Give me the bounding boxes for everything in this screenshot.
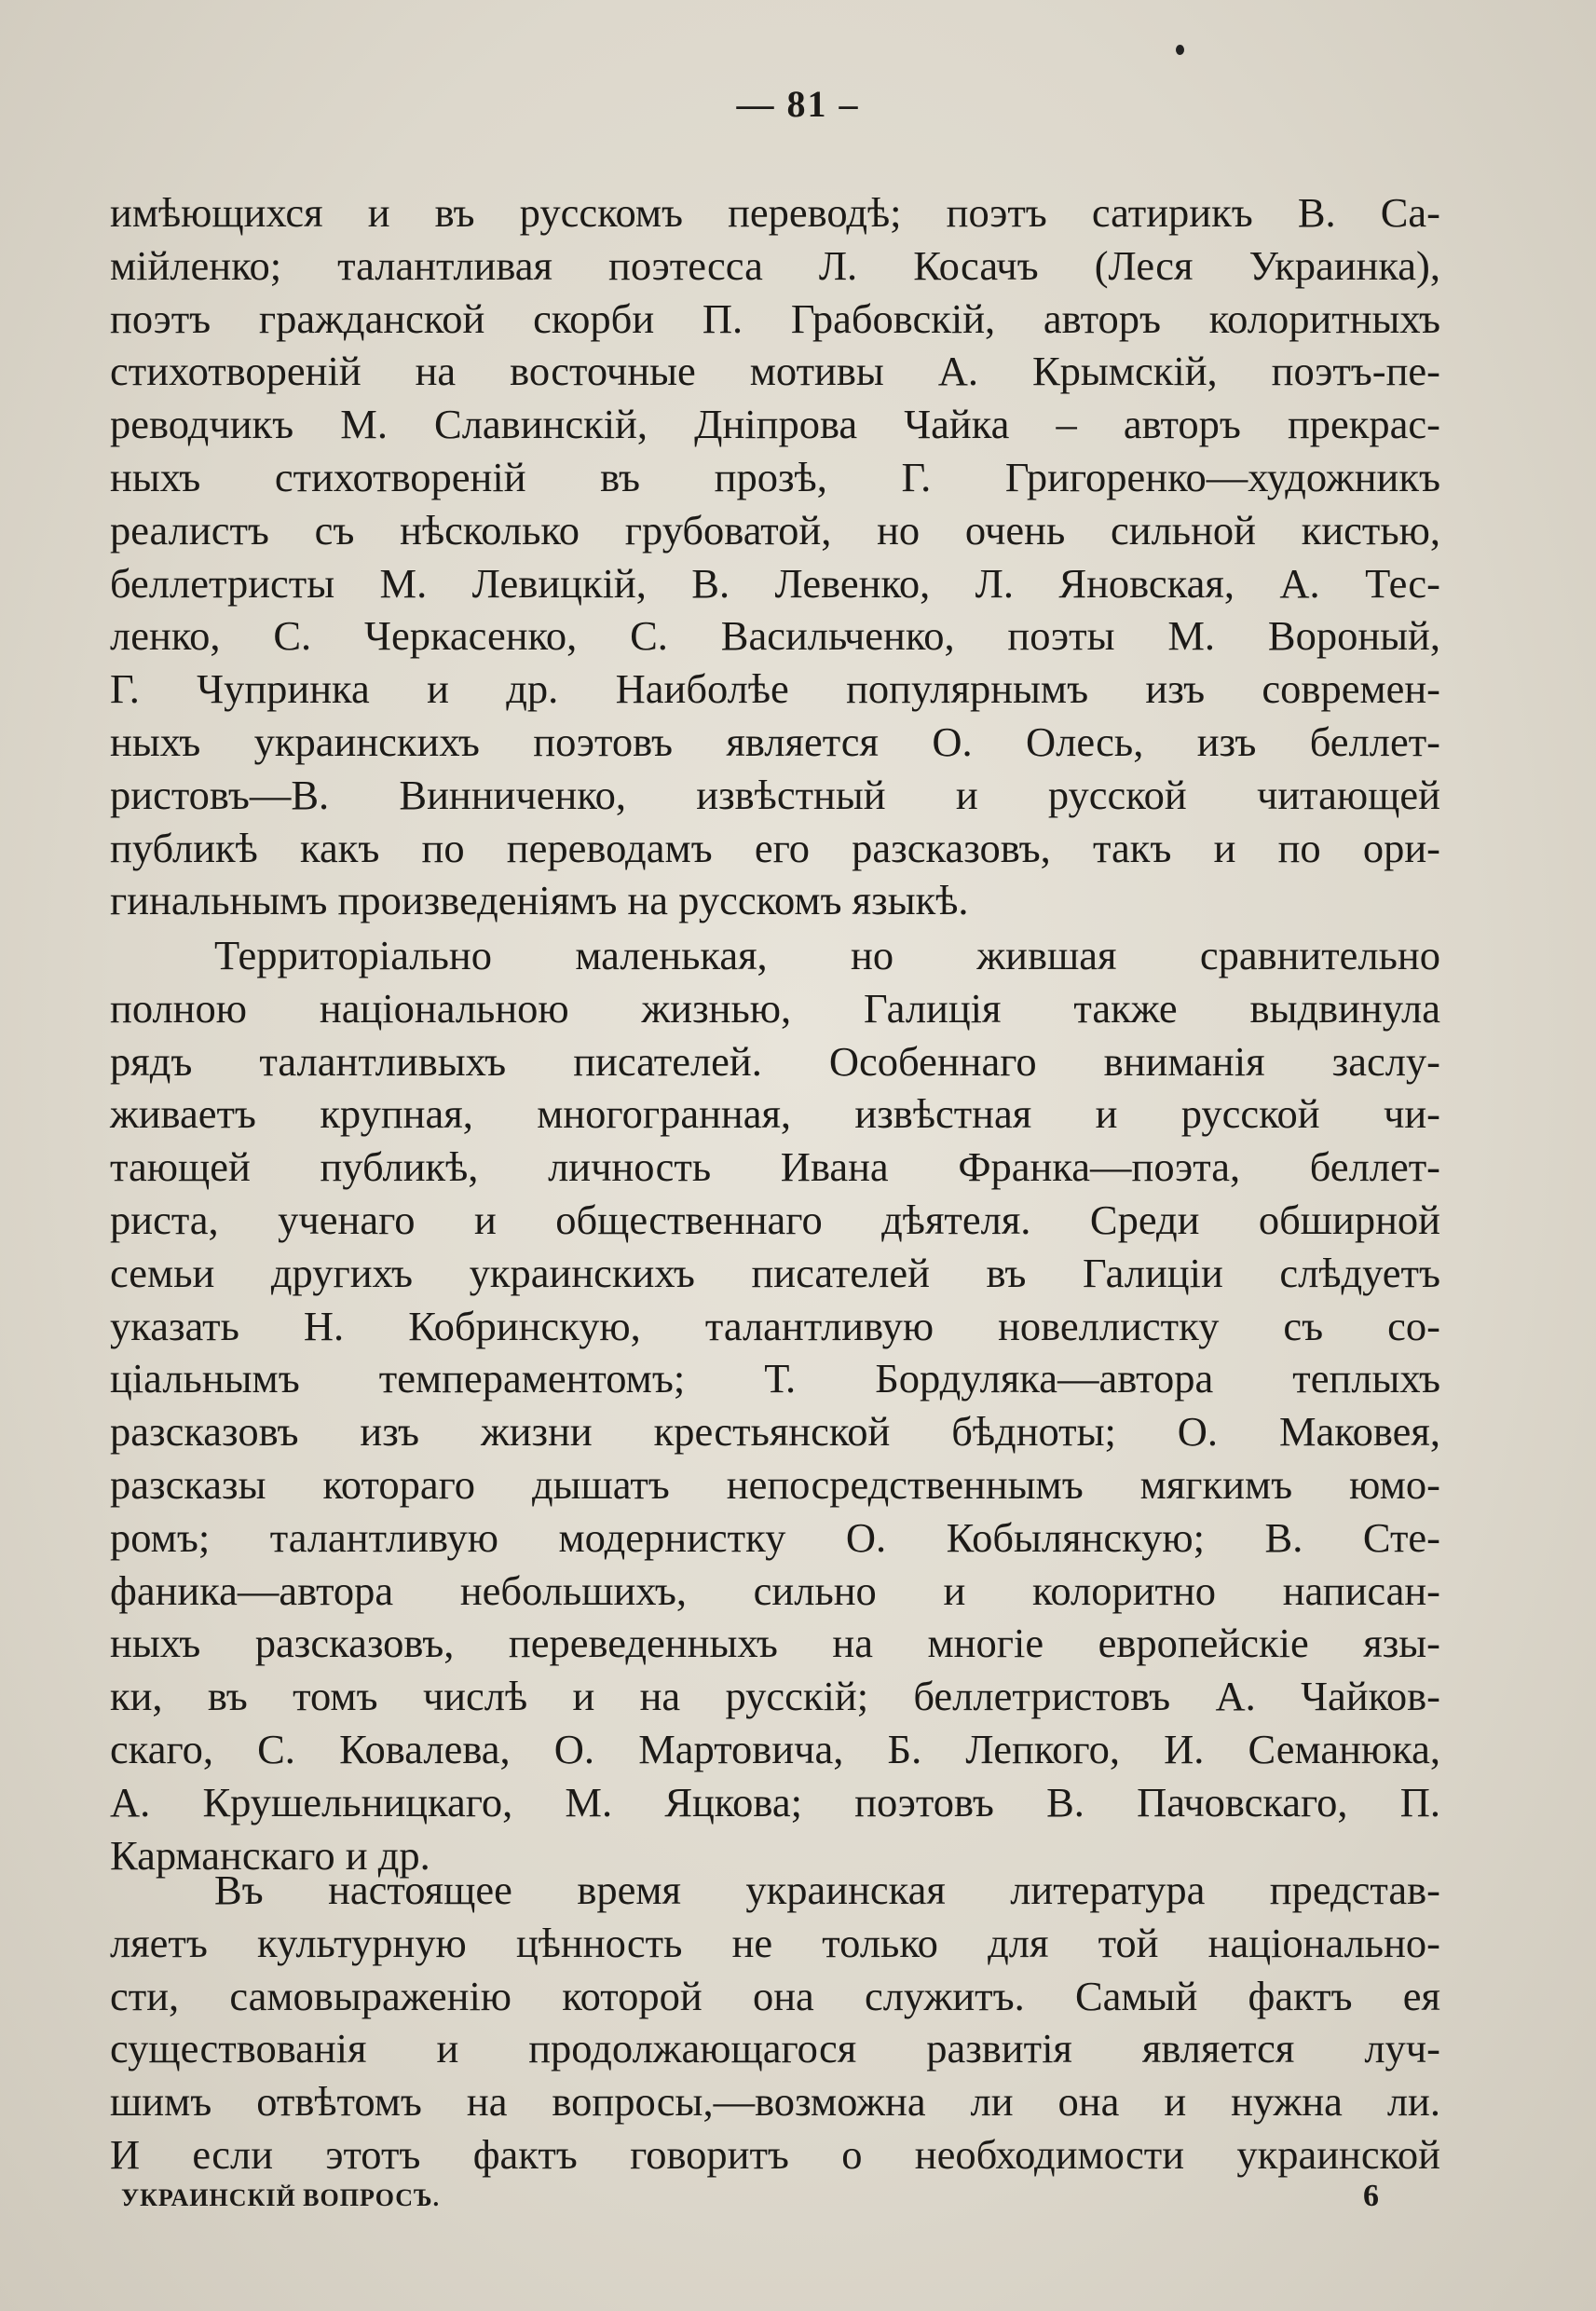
text-line: И если этотъ фактъ говоритъ о необходимости украинской: [110, 2130, 1440, 2178]
text-line: публикѣ какъ по переводамъ его разсказовъ, такъ и по ори-: [110, 824, 1440, 871]
text-line: риста, ученаго и общественнаго дѣятеля. Среди обширной: [110, 1196, 1440, 1243]
text-line: гинальнымъ произведеніямъ на русскомъ языкѣ.: [110, 877, 969, 924]
text-line: существованія и продолжающагося развитія является луч-: [110, 2025, 1440, 2072]
paragraph-1: [110, 186, 1440, 927]
text-line: беллетристы М. Левицкій, В. Левенко, Л. Яновская, А. Тес-: [110, 559, 1440, 607]
text-line: Карманскаго и др.: [110, 1831, 430, 1879]
text-line: разсказы котораго дышатъ непосредственнымъ мягкимъ юмо-: [110, 1460, 1440, 1508]
text-line: ныхъ стихотвореній въ прозѣ, Г. Григоренко—художникъ: [110, 453, 1440, 500]
text-line: поэтъ гражданской скорби П. Грабовскій, авторъ колоритныхъ: [110, 294, 1440, 342]
paragraph-2: [110, 929, 1440, 1881]
text-line: Территоріально маленькая, но жившая сравнительно: [214, 932, 1440, 978]
page-number: — 81 –: [736, 83, 860, 125]
text-line: ристовъ—В. Винниченко, извѣстный и русской читающей: [110, 771, 1440, 818]
text-line: Г. Чупринка и др. Наиболѣе популярнымъ изъ современ-: [110, 665, 1440, 713]
text-line: фаника—автора небольшихъ, сильно и колоритно написан-: [110, 1566, 1440, 1614]
text-line: шимъ отвѣтомъ на вопросы,—возможна ли она и нужна ли.: [110, 2078, 1440, 2126]
text-line: ныхъ украинскихъ поэтовъ является О. Олесь, изъ беллет-: [110, 718, 1440, 765]
text-line: тающей публикѣ, личность Ивана Франка—поэта, беллет-: [110, 1143, 1440, 1191]
text-line: ленко, С. Черкасенко, С. Васильченко, поэты М. Вороный,: [110, 612, 1440, 660]
text-line: сти, самовыраженію которой она служитъ. Самый фактъ ея: [110, 1972, 1440, 2019]
text-line: скаго, С. Ковалева, О. Мартовича, Б. Лепкого, И. Семанюка,: [110, 1725, 1440, 1772]
text-line: ляетъ культурную цѣнность не только для той національно-: [110, 1919, 1440, 1966]
running-title: УКРАИНСКІЙ ВОПРОСЪ.: [121, 2184, 441, 2211]
text-line: реалистъ съ нѣсколько грубоватой, но очень сильной кистью,: [110, 506, 1440, 554]
text-line: живаетъ крупная, многогранная, извѣстная и русской чи-: [110, 1090, 1440, 1138]
text-line: А. Крушельницкаго, М. Яцкова; поэтовъ В. Пачовскаго, П.: [110, 1778, 1440, 1826]
text-line: ныхъ разсказовъ, переведенныхъ на многіе европейскіе язы-: [110, 1620, 1440, 1667]
text-line: разсказовъ изъ жизни крестьянской бѣдноты; О. Маковея,: [110, 1408, 1440, 1456]
text-line: полною національною жизнью, Галиція также выдвинула: [110, 984, 1440, 1032]
paragraph-3: [110, 1864, 1440, 2181]
signature-mark: 6: [1363, 2179, 1379, 2213]
text-line: ки, въ томъ числѣ и на русскій; беллетристовъ А. Чайков-: [110, 1673, 1440, 1720]
ink-speck: [1176, 45, 1184, 55]
text-line: мійленко; талантливая поэтесса Л. Косачъ (Леся Украинка),: [110, 241, 1440, 289]
text-line: ціальнымъ темпераментомъ; Т. Бордуляка—автора теплыхъ: [110, 1355, 1440, 1402]
text-line: Въ настоящее время украинская литература представ-: [214, 1867, 1440, 1913]
text-line: стихотвореній на восточные мотивы А. Крымскій, поэтъ-пе-: [110, 348, 1440, 395]
text-line: указать Н. Кобринскую, талантливую новеллистку съ со-: [110, 1302, 1440, 1349]
text-line: рядъ талантливыхъ писателей. Особеннаго вниманія заслу-: [110, 1037, 1440, 1085]
text-line: реводчикъ М. Славинскій, Днiпрова Чайка – авторъ прекрас-: [110, 401, 1440, 448]
text-line: семьи другихъ украинскихъ писателей въ Галиціи слѣдуетъ: [110, 1249, 1440, 1296]
page-footer: [121, 2179, 1379, 2214]
text-line: имѣющихся и въ русскомъ переводѣ; поэтъ сатирикъ В. Са-: [110, 189, 1440, 236]
text-line: ромъ; талантливую модернистку О. Кобылянскую; В. Сте-: [110, 1513, 1440, 1561]
